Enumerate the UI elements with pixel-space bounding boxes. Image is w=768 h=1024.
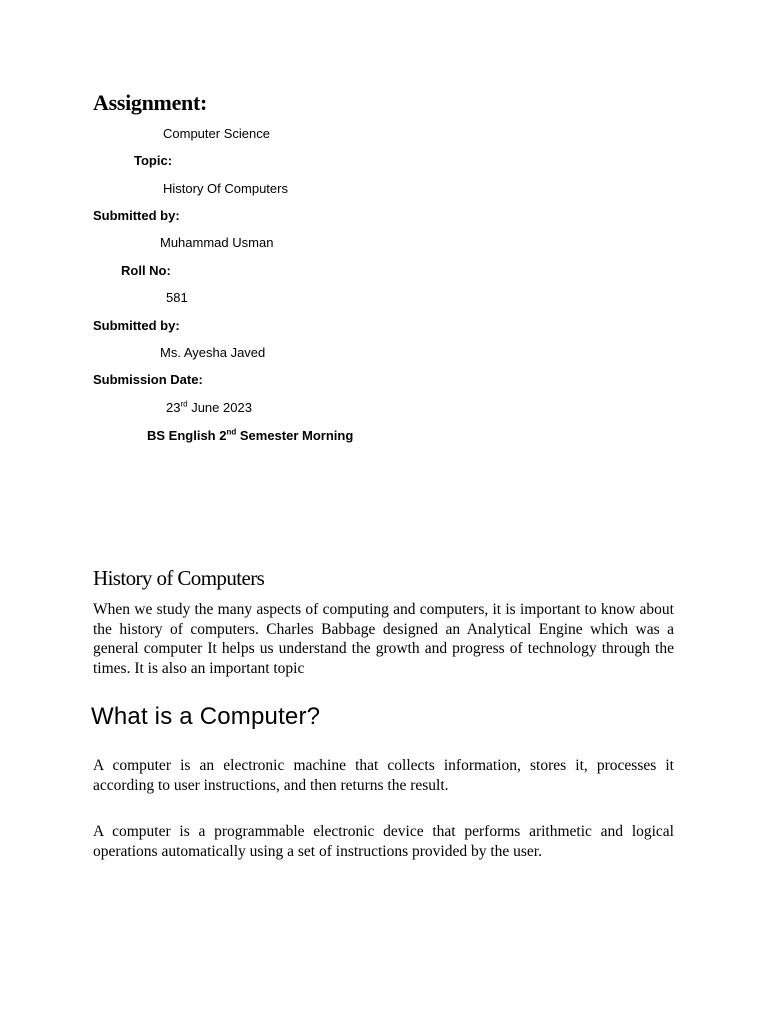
definition-paragraph-2: A computer is a programmable electronic device that performs arithmetic and logical operations automatically using a set of instructions provided by the user.	[93, 823, 674, 860]
subject-value: Computer Science	[163, 126, 270, 141]
assignment-title: Assignment:	[93, 90, 208, 115]
definition-paragraph-1: A computer is an electronic machine that collects information, stores it, processes it according to user instructions, and then returns the result.	[93, 757, 674, 794]
topic-value: History Of Computers	[163, 181, 288, 196]
what-is-computer-heading: What is a Computer?	[91, 703, 321, 730]
submitted-by-value: Muhammad Usman	[160, 235, 274, 250]
submitted-by-label: Submitted by:	[93, 208, 180, 223]
submission-date-value: 23rd June 2023	[166, 399, 252, 415]
submission-date-label: Submission Date:	[93, 372, 203, 387]
roll-no-label: Roll No:	[121, 263, 171, 278]
submitted-to-label: Submitted by:	[93, 318, 180, 333]
topic-label: Topic:	[134, 153, 173, 168]
program-line: BS English 2nd Semester Morning	[147, 427, 354, 443]
roll-no-value: 581	[166, 290, 188, 305]
history-heading: History of Computers	[93, 566, 265, 590]
submitted-to-value: Ms. Ayesha Javed	[160, 345, 266, 360]
history-paragraph: When we study the many aspects of computing and computers, it is important to know about the history of computers. Charles Babbage designed an Analytical Engine which was a general computer It helps us understand the growth and progress of technology through the times. It is also an important topic	[93, 601, 674, 677]
